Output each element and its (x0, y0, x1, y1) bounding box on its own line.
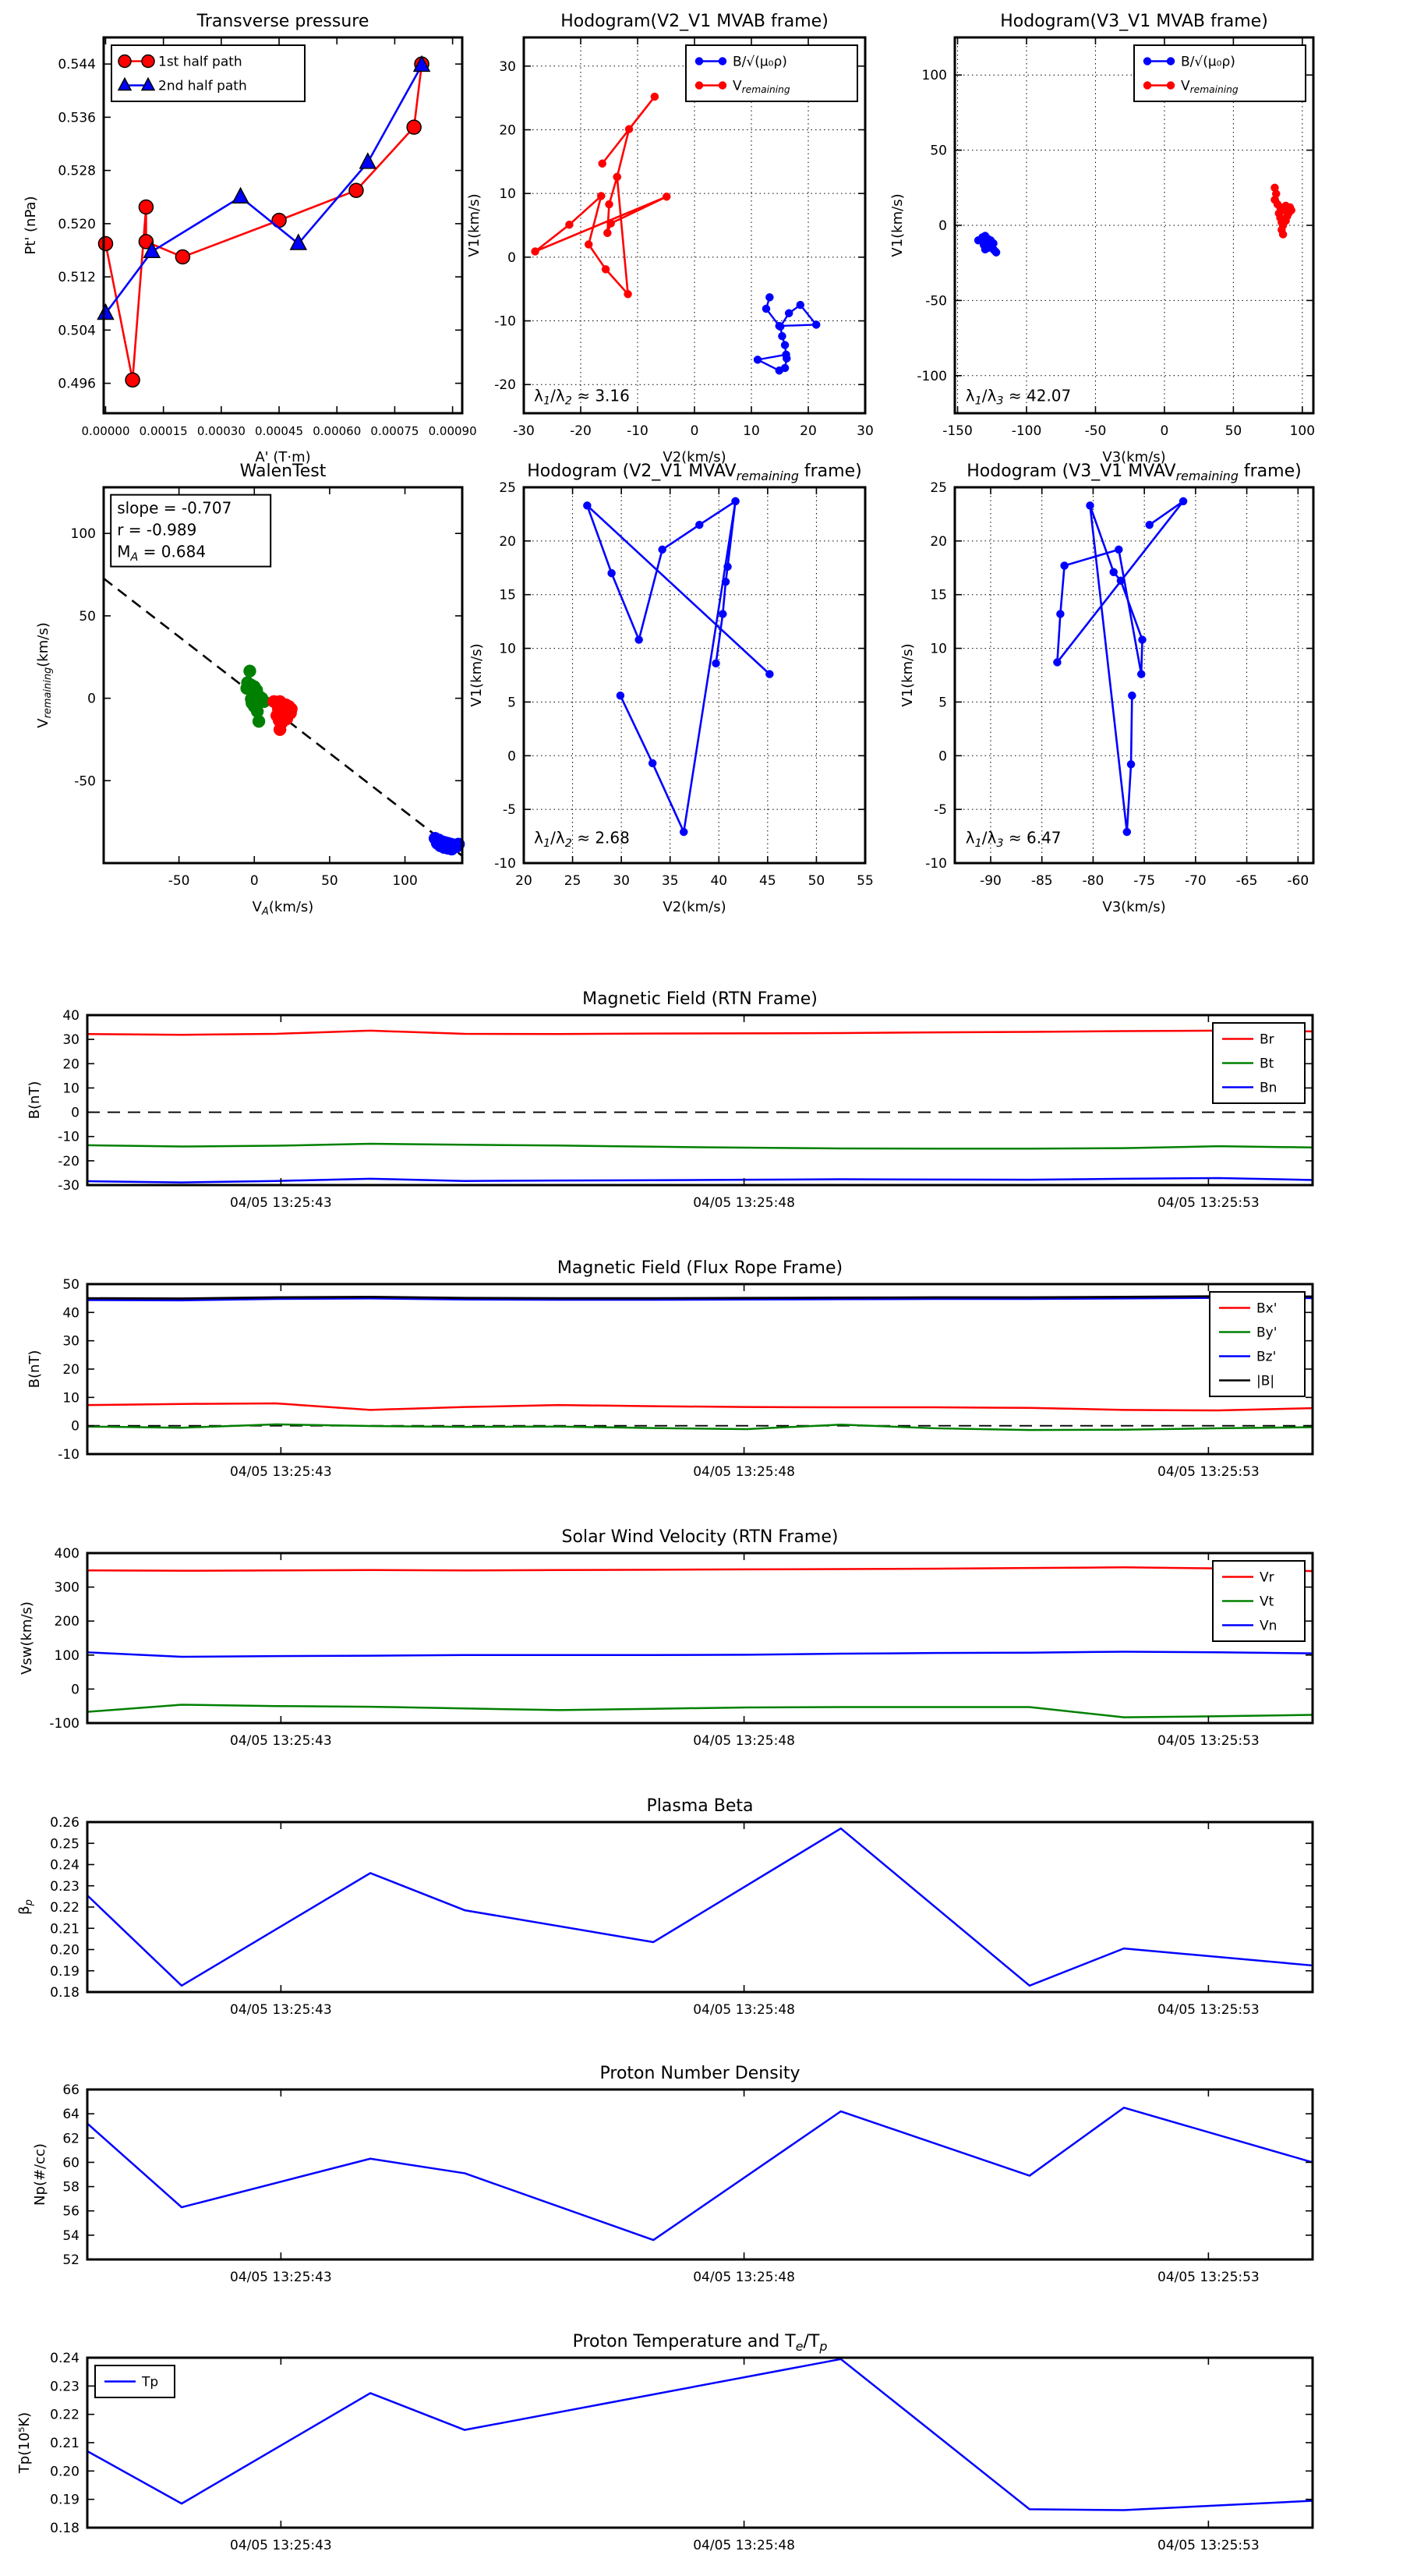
dot-marker (1139, 636, 1147, 644)
y-tick-label: 0.21 (50, 1921, 80, 1937)
y-tick-label: 0 (507, 249, 516, 266)
y-tick-label: 0 (938, 218, 947, 234)
x-tick-label: -65 (1235, 873, 1258, 889)
legend-box (1134, 45, 1306, 101)
legend-label: Bt (1260, 1056, 1274, 1072)
dot-marker (722, 578, 730, 586)
x-tick-label: 0.00000 (81, 424, 130, 438)
legend-box (1213, 1023, 1305, 1103)
circle-marker (407, 120, 421, 134)
x-tick-label: 04/05 13:25:53 (1157, 2538, 1260, 2553)
y-axis-label: V1(km/s) (466, 193, 482, 257)
x-tick-label: 04/05 13:25:53 (1157, 1733, 1260, 1749)
dot-marker (765, 293, 773, 301)
dot-marker (719, 58, 726, 65)
y-tick-label: 25 (499, 480, 516, 496)
y-tick-label: 5 (938, 695, 947, 711)
x-tick-label: -20 (570, 423, 592, 439)
dot-marker (1086, 501, 1094, 509)
y-tick-label: 0.20 (50, 2464, 80, 2480)
dot-marker (785, 310, 793, 317)
dot-marker (1143, 58, 1151, 65)
dot-marker (778, 332, 786, 340)
panel-title: Solar Wind Velocity (RTN Frame) (561, 1527, 839, 1547)
y-tick-label: 30 (62, 1333, 80, 1350)
dot-marker (981, 246, 989, 253)
dot-marker (990, 239, 998, 247)
dot-marker (583, 501, 591, 509)
annotation-text: $\lambda_1/\lambda_3 \approx 6.47$ (965, 828, 1062, 851)
x-tick-label: -100 (1011, 423, 1042, 439)
x-tick-label: -50 (168, 873, 190, 889)
x-tick-label: -80 (1082, 873, 1104, 889)
y-tick-label: 0.536 (58, 110, 96, 126)
legend-box (1210, 1292, 1305, 1396)
dot-marker (781, 341, 789, 349)
dot-marker (732, 497, 740, 505)
y-tick-label: 15 (930, 587, 947, 603)
y-tick-label: 10 (930, 641, 947, 657)
y-tick-label: -10 (58, 1129, 80, 1145)
y-tick-label: 0.26 (50, 1815, 80, 1831)
y-tick-label: 62 (62, 2131, 80, 2147)
y-axis-label: Tp(10⁵K) (16, 2411, 33, 2474)
annotation-text: slope = -0.707 (117, 498, 232, 518)
x-tick-label: 40 (710, 873, 728, 889)
x-tick-label: 0 (249, 873, 259, 889)
legend-label: Vr (1260, 1569, 1274, 1586)
y-tick-label: 0 (507, 748, 516, 765)
x-tick-label: 0.00060 (313, 424, 362, 438)
y-axis-label: $\beta_p$ (16, 1899, 35, 1915)
dot-marker (648, 759, 656, 767)
x-axis-label: V2(km/s) (663, 449, 726, 465)
x-tick-label: 0.00045 (255, 424, 304, 438)
dot-marker (1167, 58, 1175, 65)
annotation (111, 495, 270, 567)
dot-marker (625, 126, 633, 133)
x-tick-label: 100 (392, 873, 418, 889)
dot-marker (659, 546, 666, 554)
x-tick-label: 0.00015 (139, 424, 188, 438)
x-tick-label: 50 (808, 873, 825, 889)
legend-label: Bz' (1256, 1349, 1277, 1365)
x-tick-label: 04/05 13:25:48 (693, 2002, 795, 2018)
dot-marker (1270, 184, 1278, 192)
x-tick-label: 0 (1160, 423, 1169, 439)
y-tick-label: 15 (499, 587, 516, 603)
dot-marker (695, 58, 703, 65)
x-axis-label: $V_A(km/s)$ (252, 899, 314, 918)
y-tick-label: 0.528 (58, 163, 96, 179)
x-tick-label: 04/05 13:25:48 (693, 1733, 795, 1749)
dot-marker (1167, 82, 1175, 90)
dot-marker (1282, 202, 1290, 210)
legend-label: Bx' (1256, 1300, 1278, 1317)
x-axis-label: V2(km/s) (663, 899, 726, 915)
y-axis-label: B(nT) (27, 1081, 43, 1120)
y-tick-label: 20 (499, 533, 516, 550)
legend-label: |B| (1256, 1373, 1275, 1389)
y-tick-label: 0.504 (58, 323, 96, 339)
y-tick-label: 0 (71, 1418, 80, 1435)
y-tick-label: -10 (925, 856, 947, 872)
y-tick-label: 10 (62, 1390, 80, 1407)
y-tick-label: -5 (503, 802, 516, 819)
x-axis-label: V3(km/s) (1102, 449, 1166, 465)
dot-marker (1110, 568, 1118, 576)
dot-marker (695, 521, 703, 529)
dot-marker (651, 93, 659, 101)
y-tick-label: 0.19 (50, 1963, 80, 1980)
legend-label: Tp (142, 2374, 159, 2390)
annotation-text: $\lambda_1/\lambda_2 \approx 2.68$ (534, 828, 630, 851)
y-tick-label: 60 (62, 2155, 80, 2171)
dot-marker (603, 229, 611, 237)
y-tick-label: 0.19 (50, 2492, 80, 2508)
dot-marker (274, 724, 286, 736)
x-tick-label: -10 (627, 423, 648, 439)
y-tick-label: 10 (499, 186, 516, 203)
dot-marker (532, 247, 539, 255)
circle-marker (139, 200, 153, 214)
y-tick-label: 0.24 (50, 1857, 80, 1874)
x-tick-label: 0.00030 (196, 424, 246, 438)
y-tick-label: 0.22 (50, 2407, 80, 2423)
x-tick-label: -75 (1133, 873, 1156, 889)
annotation-text: r = -0.989 (117, 520, 197, 540)
y-tick-label: 0.23 (50, 2379, 80, 2395)
y-tick-label: 5 (507, 695, 516, 711)
dot-marker (253, 715, 265, 727)
y-tick-label: 300 (54, 1580, 80, 1596)
dot-marker (608, 569, 616, 577)
dot-marker (599, 160, 606, 168)
legend-label: Vn (1260, 1618, 1278, 1634)
circle-marker (142, 55, 154, 68)
dot-marker (724, 563, 732, 571)
y-tick-label: -10 (494, 856, 516, 872)
y-axis-label: $V_{remaining}(km/s)$ (35, 622, 54, 728)
y-tick-label: -20 (494, 377, 516, 394)
legend-label: $V_{remaining}$ (733, 78, 790, 96)
y-tick-label: -10 (494, 313, 516, 330)
dot-marker (635, 636, 643, 644)
y-tick-label: 20 (499, 122, 516, 139)
dot-marker (1128, 692, 1136, 699)
y-tick-label: 25 (930, 480, 947, 496)
x-tick-label: 04/05 13:25:43 (230, 2002, 332, 2018)
y-tick-label: 30 (499, 58, 516, 75)
y-axis-label: V1(km/s) (468, 643, 485, 707)
panel-title: Proton Number Density (599, 2064, 800, 2083)
annotation-text: $\lambda_1/\lambda_2 \approx 3.16$ (534, 386, 630, 408)
dot-marker (1123, 828, 1131, 836)
x-tick-label: 04/05 13:25:53 (1157, 1464, 1260, 1480)
dot-marker (624, 290, 632, 298)
y-tick-label: -50 (925, 293, 947, 310)
y-tick-label: 66 (62, 2082, 80, 2098)
dot-marker (1179, 497, 1187, 505)
y-axis-label: B(nT) (27, 1350, 43, 1389)
y-tick-label: 0.512 (58, 270, 96, 286)
y-tick-label: 0.25 (50, 1836, 80, 1852)
x-tick-label: 30 (857, 423, 874, 439)
panel-title: Magnetic Field (Flux Rope Frame) (557, 1258, 843, 1278)
legend-label: Br (1260, 1031, 1274, 1048)
legend-box (111, 45, 305, 101)
x-tick-label: 25 (564, 873, 581, 889)
panel-title: WalenTest (239, 462, 327, 481)
y-tick-label: 40 (62, 1008, 80, 1024)
y-tick-label: 100 (70, 526, 96, 543)
dot-marker (613, 173, 621, 181)
dot-marker (1146, 521, 1154, 529)
x-tick-label: 30 (613, 873, 630, 889)
legend-label: B/√(μ₀ρ) (733, 54, 787, 70)
y-tick-label: 0 (71, 1105, 80, 1121)
panel-title: Hodogram (V2_V1 $MVAV_{remaining}$ frame) (527, 462, 862, 483)
x-tick-label: -50 (1084, 423, 1107, 439)
x-tick-label: 04/05 13:25:43 (230, 1195, 332, 1211)
x-tick-label: -90 (980, 873, 1002, 889)
dot-marker (585, 241, 592, 249)
x-tick-label: 04/05 13:25:48 (693, 2538, 795, 2553)
dot-marker (1115, 546, 1122, 554)
y-tick-label: 58 (62, 2179, 80, 2196)
dot-marker (695, 82, 703, 90)
dot-marker (243, 665, 256, 678)
y-tick-label: 0 (71, 1682, 80, 1698)
y-tick-label: 52 (62, 2252, 80, 2268)
x-tick-label: 04/05 13:25:43 (230, 2270, 332, 2285)
legend-label: By' (1256, 1325, 1278, 1341)
x-axis-label: A' (T·m) (255, 449, 311, 465)
circle-marker (349, 183, 363, 197)
annotation-text: $\lambda_1/\lambda_3 \approx 42.07$ (965, 386, 1072, 408)
y-tick-label: -100 (917, 368, 947, 384)
x-tick-label: -70 (1184, 873, 1207, 889)
x-tick-label: 10 (743, 423, 760, 439)
dot-marker (1274, 200, 1281, 208)
x-tick-label: 04/05 13:25:48 (693, 1195, 795, 1211)
legend-label: 1st half path (158, 54, 242, 70)
x-tick-label: 04/05 13:25:43 (230, 1464, 332, 1480)
circle-marker (98, 236, 112, 250)
y-tick-label: 0 (87, 691, 96, 707)
annotation (966, 386, 1071, 407)
x-tick-label: 04/05 13:25:43 (230, 1733, 332, 1749)
dot-marker (284, 707, 297, 720)
dot-marker (776, 323, 784, 331)
dot-marker (1143, 82, 1151, 90)
dot-marker (781, 364, 789, 372)
y-tick-label: 20 (62, 1056, 80, 1073)
dot-marker (812, 320, 820, 328)
y-tick-label: -5 (934, 802, 947, 819)
dot-marker (797, 301, 804, 309)
y-tick-label: 64 (62, 2107, 80, 2123)
x-tick-label: -85 (1030, 873, 1053, 889)
y-tick-label: -20 (58, 1153, 80, 1169)
y-tick-label: 0.520 (58, 216, 96, 232)
panel-title: Magnetic Field (RTN Frame) (582, 989, 818, 1009)
dot-marker (1056, 610, 1064, 618)
legend-label: B/√(μ₀ρ) (1181, 54, 1235, 70)
dot-marker (431, 837, 444, 850)
panel-title: Transverse pressure (196, 12, 369, 31)
dot-marker (617, 692, 624, 699)
dot-marker (754, 356, 762, 363)
legend-label: Bn (1260, 1080, 1278, 1096)
y-axis-label: Pt' (nPa) (23, 196, 39, 255)
panel-title: Hodogram(V3_V1 MVAB frame) (1000, 12, 1268, 31)
panel-title: Hodogram (V3_V1 $MVAV_{remaining}$ frame) (967, 462, 1302, 483)
x-tick-label: -150 (942, 423, 973, 439)
dot-marker (680, 828, 687, 836)
dot-marker (597, 192, 605, 200)
y-axis-label: V1(km/s) (899, 643, 916, 707)
y-axis-label: V1(km/s) (889, 193, 906, 257)
y-tick-label: 50 (79, 608, 96, 625)
panel-title: Plasma Beta (646, 1796, 754, 1816)
x-tick-label: 04/05 13:25:53 (1157, 2002, 1260, 2018)
circle-marker (175, 250, 189, 264)
y-tick-label: -10 (58, 1447, 80, 1463)
x-tick-label: 04/05 13:25:43 (230, 2538, 332, 2553)
x-tick-label: 35 (661, 873, 679, 889)
panel-title: Hodogram(V2_V1 MVAB frame) (560, 12, 829, 31)
dot-marker (663, 193, 670, 200)
x-tick-label: 45 (759, 873, 776, 889)
x-tick-label: 100 (1289, 423, 1316, 439)
x-tick-label: -30 (513, 423, 535, 439)
y-tick-label: 0.496 (58, 376, 96, 392)
y-tick-label: 0 (938, 748, 947, 765)
x-tick-label: -60 (1287, 873, 1309, 889)
circle-marker (118, 55, 131, 68)
y-tick-label: 10 (499, 641, 516, 657)
y-tick-label: -50 (74, 773, 96, 790)
y-tick-label: 100 (54, 1647, 80, 1664)
circle-marker (125, 373, 140, 387)
y-tick-label: 50 (930, 143, 947, 159)
y-tick-label: 200 (54, 1614, 80, 1630)
y-tick-label: 40 (62, 1305, 80, 1322)
dot-marker (719, 82, 726, 90)
y-tick-label: 0.23 (50, 1878, 80, 1895)
y-tick-label: 30 (62, 1032, 80, 1049)
legend-box (686, 45, 857, 101)
y-tick-label: 0.22 (50, 1900, 80, 1916)
y-tick-label: -100 (49, 1716, 80, 1732)
x-tick-label: 04/05 13:25:48 (693, 1464, 795, 1480)
annotation-text: $M_A = 0.684$ (117, 542, 207, 564)
y-tick-label: 0.24 (50, 2351, 80, 2366)
x-tick-label: 50 (321, 873, 338, 889)
x-tick-label: 04/05 13:25:53 (1157, 2270, 1260, 2285)
dot-marker (719, 610, 726, 618)
x-tick-label: 55 (857, 873, 874, 889)
y-tick-label: 0.21 (50, 2436, 80, 2451)
y-tick-label: 20 (930, 533, 947, 550)
dot-marker (783, 355, 790, 363)
x-tick-label: 0.00090 (428, 424, 477, 438)
legend-box (1213, 1561, 1305, 1641)
dot-marker (1061, 562, 1069, 570)
dot-marker (607, 220, 615, 228)
x-tick-label: 04/05 13:25:48 (693, 2270, 795, 2285)
dot-marker (1053, 658, 1061, 666)
y-tick-label: 54 (62, 2227, 80, 2244)
x-tick-label: 20 (515, 873, 532, 889)
x-axis-label: V3(km/s) (1102, 899, 1166, 915)
dot-marker (712, 660, 720, 667)
dot-marker (1137, 671, 1145, 678)
y-tick-label: 0.18 (50, 1985, 80, 2001)
x-tick-label: 50 (1225, 423, 1242, 439)
y-tick-label: 0.18 (50, 2521, 80, 2536)
legend-label: Vt (1260, 1594, 1274, 1610)
legend-box (95, 2365, 175, 2397)
x-tick-label: 0.00075 (370, 424, 419, 438)
dot-marker (606, 200, 613, 208)
y-tick-label: 56 (62, 2203, 80, 2220)
dot-marker (602, 265, 610, 273)
dot-marker (1279, 231, 1287, 239)
y-tick-label: 0.20 (50, 1942, 80, 1959)
y-axis-label: Vsw(km/s) (19, 1601, 35, 1675)
y-tick-label: 0.544 (58, 57, 96, 73)
y-tick-label: -30 (58, 1178, 80, 1194)
y-axis-label: Np(#/cc) (32, 2143, 48, 2206)
dot-marker (765, 671, 773, 678)
dot-marker (565, 221, 573, 228)
dot-marker (1117, 577, 1125, 585)
x-tick-label: 0 (690, 423, 699, 439)
panel-title: Proton Temperature and $T_e/T_p$ (572, 2332, 828, 2354)
y-tick-label: 20 (62, 1362, 80, 1378)
x-tick-label: 04/05 13:25:53 (1157, 1195, 1260, 1211)
y-tick-label: 10 (62, 1081, 80, 1097)
legend-label: $V_{remaining}$ (1181, 78, 1239, 96)
y-tick-label: 400 (54, 1546, 80, 1562)
dot-marker (1127, 760, 1135, 768)
legend-label: 2nd half path (158, 78, 247, 94)
y-tick-label: 100 (921, 68, 947, 84)
x-tick-label: 20 (800, 423, 817, 439)
dot-marker (762, 305, 770, 313)
y-tick-label: 50 (62, 1277, 80, 1293)
